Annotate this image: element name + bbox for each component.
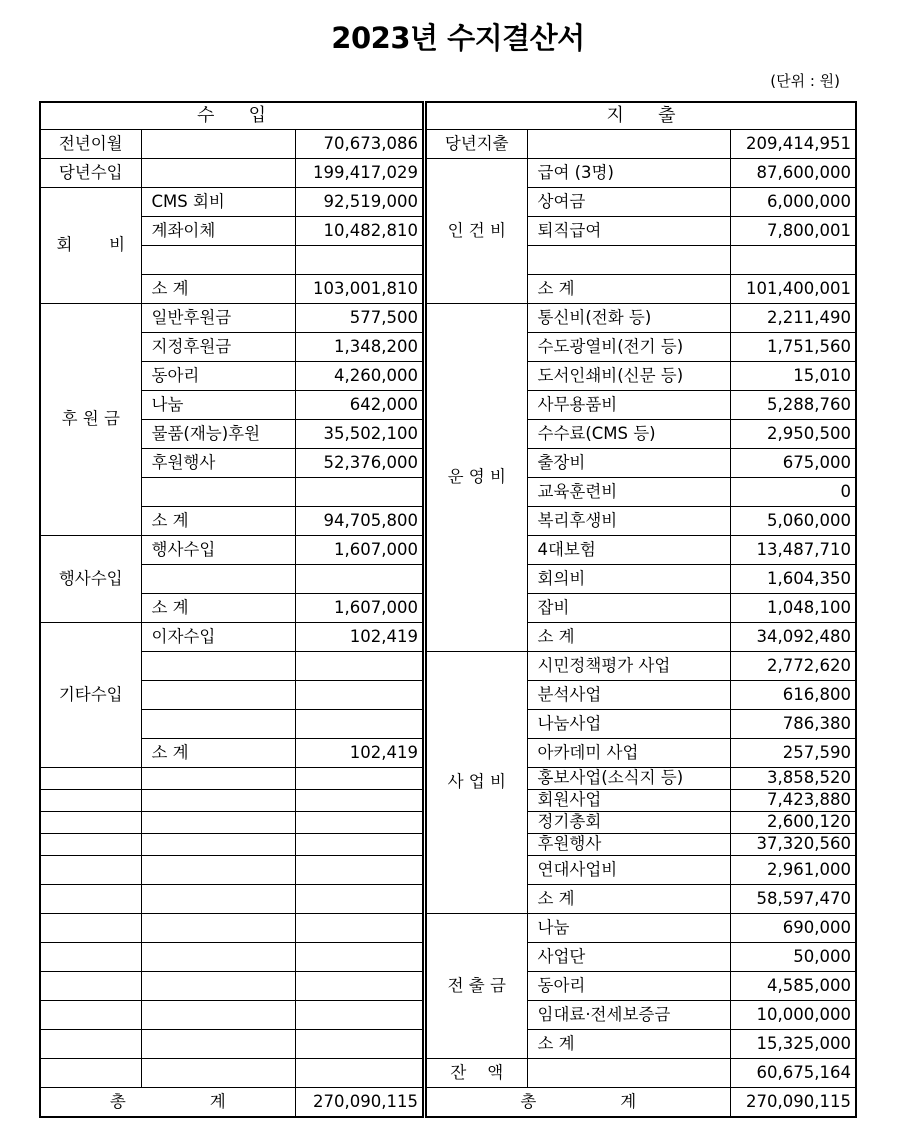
income-table xyxy=(39,101,424,1118)
expense-amount: 7,800,001 xyxy=(730,217,856,246)
subtotal-amount: 1,607,000 xyxy=(295,594,423,623)
income-amount: 1,348,200 xyxy=(295,333,423,362)
income-item-label: 지정후원금 xyxy=(141,333,295,362)
subtotal-label: 소 계 xyxy=(141,739,295,768)
expense-amount: 15,010 xyxy=(730,362,856,391)
expense-item-label: 급여 (3명) xyxy=(527,159,730,188)
expense-item-label: 도서인쇄비(신문 등) xyxy=(527,362,730,391)
income-amount: 199,417,029 xyxy=(295,159,423,188)
income-row-label: 당년수입 xyxy=(40,159,141,188)
income-item-label: 후원행사 xyxy=(141,449,295,478)
income-amount: 92,519,000 xyxy=(295,188,423,217)
expense-item-label: 동아리 xyxy=(527,972,730,1001)
expense-amount: 4,585,000 xyxy=(730,972,856,1001)
expense-item-label: 나눔 xyxy=(527,914,730,943)
income-total-label: 총 계 xyxy=(40,1088,295,1118)
expense-amount: 690,000 xyxy=(730,914,856,943)
expense-item-label: 연대사업비 xyxy=(527,856,730,885)
expense-item-label: 나눔사업 xyxy=(527,710,730,739)
unit-note: (단위 : 원) xyxy=(770,72,840,90)
group-personnel: 인 건 비 xyxy=(426,159,527,304)
expense-item-label: 아카데미 사업 xyxy=(527,739,730,768)
income-amount: 35,502,100 xyxy=(295,420,423,449)
ledger xyxy=(39,101,855,1110)
subtotal-label: 소 계 xyxy=(141,594,295,623)
expense-item-label: 4대보험 xyxy=(527,536,730,565)
expense-item-label: 출장비 xyxy=(527,449,730,478)
expense-amount: 2,950,500 xyxy=(730,420,856,449)
expense-item-label: 시민정책평가 사업 xyxy=(527,652,730,681)
expense-amount: 5,288,760 xyxy=(730,391,856,420)
expense-item-label: 홍보사업(소식지 등) xyxy=(527,768,730,790)
subtotal-amount: 15,325,000 xyxy=(730,1030,856,1059)
expense-amount: 1,751,560 xyxy=(730,333,856,362)
subtotal-amount: 103,001,810 xyxy=(295,275,423,304)
income-amount: 52,376,000 xyxy=(295,449,423,478)
expense-item-label: 분석사업 xyxy=(527,681,730,710)
subtotal-label: 소 계 xyxy=(527,275,730,304)
income-amount: 4,260,000 xyxy=(295,362,423,391)
expense-amount: 7,423,880 xyxy=(730,790,856,812)
expense-item-label: 사무용품비 xyxy=(527,391,730,420)
expense-row-label: 당년지출 xyxy=(426,130,527,159)
subtotal-label: 소 계 xyxy=(527,1030,730,1059)
expense-amount: 675,000 xyxy=(730,449,856,478)
expense-item-label: 상여금 xyxy=(527,188,730,217)
expense-table xyxy=(425,101,857,1118)
expense-amount: 2,211,490 xyxy=(730,304,856,333)
expense-item-label: 회원사업 xyxy=(527,790,730,812)
income-total-amount: 270,090,115 xyxy=(295,1088,423,1118)
group-fees: 회 비 xyxy=(40,188,141,304)
subtotal-amount: 101,400,001 xyxy=(730,275,856,304)
income-item-label: 계좌이체 xyxy=(141,217,295,246)
expense-amount: 209,414,951 xyxy=(730,130,856,159)
expense-item-label: 회의비 xyxy=(527,565,730,594)
page-title: 2023년 수지결산서 xyxy=(331,21,585,55)
income-item-label: CMS 회비 xyxy=(141,188,295,217)
expense-amount: 87,600,000 xyxy=(730,159,856,188)
expense-total-amount: 270,090,115 xyxy=(730,1088,856,1118)
income-row-label: 전년이월 xyxy=(40,130,141,159)
group-projects: 사 업 비 xyxy=(426,652,527,914)
income-item-label: 나눔 xyxy=(141,391,295,420)
expense-amount: 2,961,000 xyxy=(730,856,856,885)
expense-item-label: 잡비 xyxy=(527,594,730,623)
expense-item-label: 교육훈련비 xyxy=(527,478,730,507)
group-event-income: 행사수입 xyxy=(40,536,141,623)
expense-item-label: 수수료(CMS 등) xyxy=(527,420,730,449)
subtotal-label: 소 계 xyxy=(527,623,730,652)
expense-amount: 5,060,000 xyxy=(730,507,856,536)
income-amount: 642,000 xyxy=(295,391,423,420)
balance-amount: 60,675,164 xyxy=(730,1059,856,1088)
income-amount: 102,419 xyxy=(295,623,423,652)
income-amount: 1,607,000 xyxy=(295,536,423,565)
expense-header: 지 출 xyxy=(426,102,856,130)
expense-total-label: 총 계 xyxy=(426,1088,730,1118)
expense-amount: 616,800 xyxy=(730,681,856,710)
income-amount: 577,500 xyxy=(295,304,423,333)
subtotal-label: 소 계 xyxy=(141,507,295,536)
expense-amount: 3,858,520 xyxy=(730,768,856,790)
group-operating: 운 영 비 xyxy=(426,304,527,652)
expense-amount: 2,600,120 xyxy=(730,812,856,834)
income-item-label: 물품(재능)후원 xyxy=(141,420,295,449)
expense-amount: 2,772,620 xyxy=(730,652,856,681)
income-item-label: 행사수입 xyxy=(141,536,295,565)
expense-amount: 13,487,710 xyxy=(730,536,856,565)
expense-item-label: 정기총회 xyxy=(527,812,730,834)
group-donations: 후 원 금 xyxy=(40,304,141,536)
subtotal-amount: 94,705,800 xyxy=(295,507,423,536)
income-item-label: 일반후원금 xyxy=(141,304,295,333)
income-header: 수 입 xyxy=(40,102,423,130)
income-item-label: 동아리 xyxy=(141,362,295,391)
expense-item-label: 수도광열비(전기 등) xyxy=(527,333,730,362)
income-item-label: 이자수입 xyxy=(141,623,295,652)
expense-amount: 6,000,000 xyxy=(730,188,856,217)
expense-amount: 786,380 xyxy=(730,710,856,739)
expense-amount: 1,048,100 xyxy=(730,594,856,623)
income-amount: 70,673,086 xyxy=(295,130,423,159)
expense-amount: 10,000,000 xyxy=(730,1001,856,1030)
expense-amount: 37,320,560 xyxy=(730,834,856,856)
subtotal-amount: 58,597,470 xyxy=(730,885,856,914)
expense-item-label: 사업단 xyxy=(527,943,730,972)
subtotal-amount: 34,092,480 xyxy=(730,623,856,652)
expense-item-label: 퇴직급여 xyxy=(527,217,730,246)
expense-item-label: 통신비(전화 등) xyxy=(527,304,730,333)
expense-amount: 0 xyxy=(730,478,856,507)
expense-amount: 1,604,350 xyxy=(730,565,856,594)
subtotal-label: 소 계 xyxy=(527,885,730,914)
expense-amount: 257,590 xyxy=(730,739,856,768)
balance-label: 잔 액 xyxy=(426,1059,527,1088)
expense-item-label: 후원행사 xyxy=(527,834,730,856)
group-other-income: 기타수입 xyxy=(40,623,141,768)
expense-item-label: 임대료·전세보증금 xyxy=(527,1001,730,1030)
group-transfers: 전 출 금 xyxy=(426,914,527,1059)
expense-item-label: 복리후생비 xyxy=(527,507,730,536)
expense-amount: 50,000 xyxy=(730,943,856,972)
income-amount: 10,482,810 xyxy=(295,217,423,246)
subtotal-amount: 102,419 xyxy=(295,739,423,768)
subtotal-label: 소 계 xyxy=(141,275,295,304)
